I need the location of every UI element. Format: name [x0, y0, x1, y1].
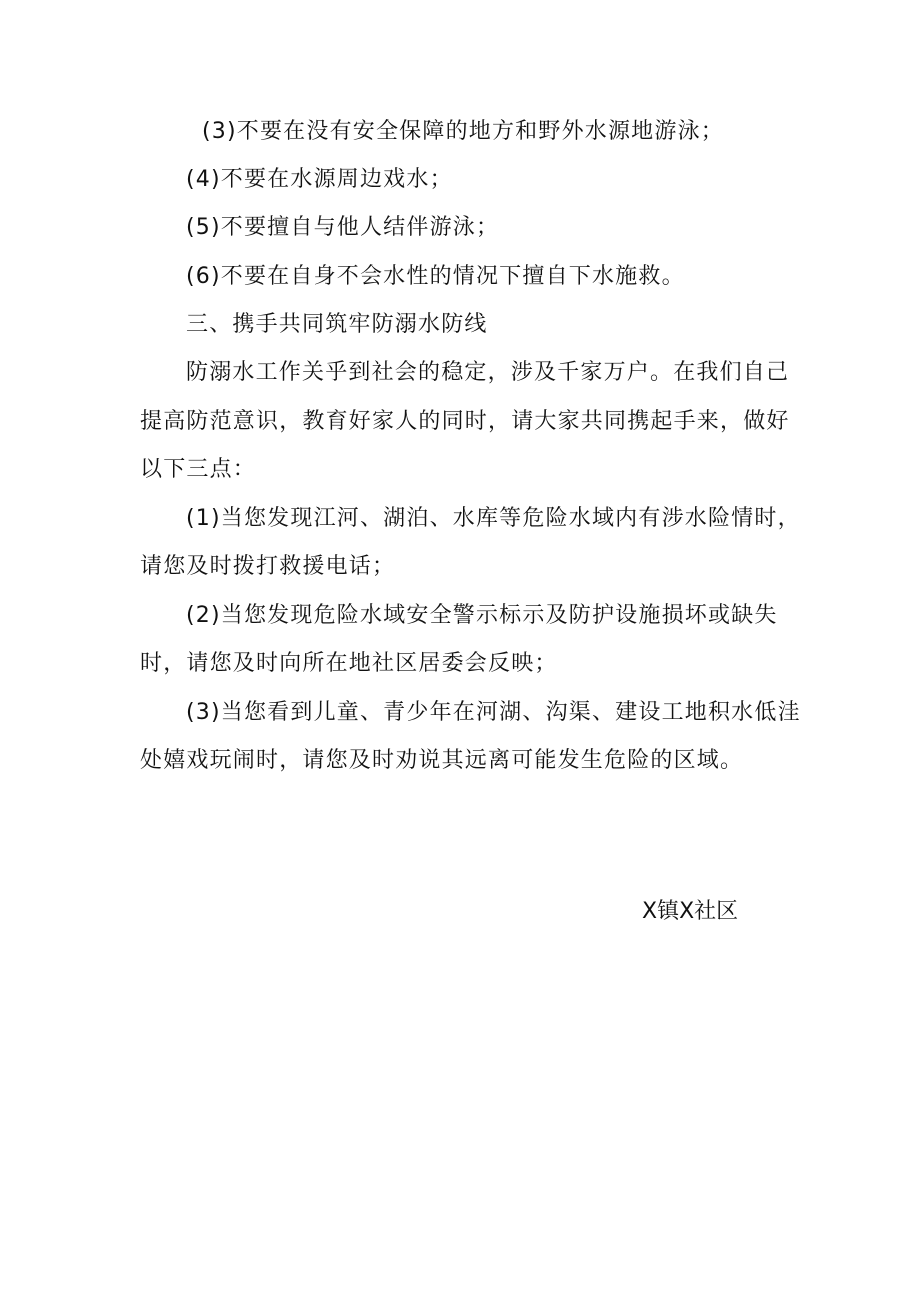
action-item-1-line-1: (1)当您发现江河、湖泊、水库等危险水域内有涉水险情时， [186, 506, 801, 531]
document-signature: X镇X社区 [642, 899, 739, 924]
action-item-2-line-1: (2)当您发现危险水域安全警示标示及防护设施损坏或缺失 [186, 603, 778, 628]
rule-item-6: (6)不要在自身不会水性的情况下擅自下水施救。 [186, 264, 685, 289]
action-item-2-line-2: 时，请您及时向所在地社区居委会反映； [140, 651, 558, 676]
rule-item-3: (3)不要在没有安全保障的地方和野外水源地游泳； [202, 119, 724, 144]
rule-item-5: (5)不要擅自与他人结伴游泳； [186, 215, 500, 240]
section-heading-three: 三、携手共同筑牢防溺水防线 [186, 312, 488, 337]
action-item-3-line-2: 处嬉戏玩闹时，请您及时劝说其远离可能发生危险的区域。 [140, 748, 744, 773]
paragraph-intro-line-3: 以下三点： [140, 457, 257, 482]
action-item-1-line-2: 请您及时拨打救援电话； [140, 554, 396, 579]
action-item-3-line-1: (3)当您看到儿童、青少年在河湖、沟渠、建设工地积水低洼 [186, 700, 801, 725]
paragraph-intro-line-2: 提高防范意识，教育好家人的同时，请大家共同携起手来，做好 [140, 409, 790, 434]
paragraph-intro-line-1: 防溺水工作关乎到社会的稳定，涉及千家万户。在我们自己 [186, 360, 790, 385]
rule-item-4: (4)不要在水源周边戏水； [186, 167, 453, 192]
